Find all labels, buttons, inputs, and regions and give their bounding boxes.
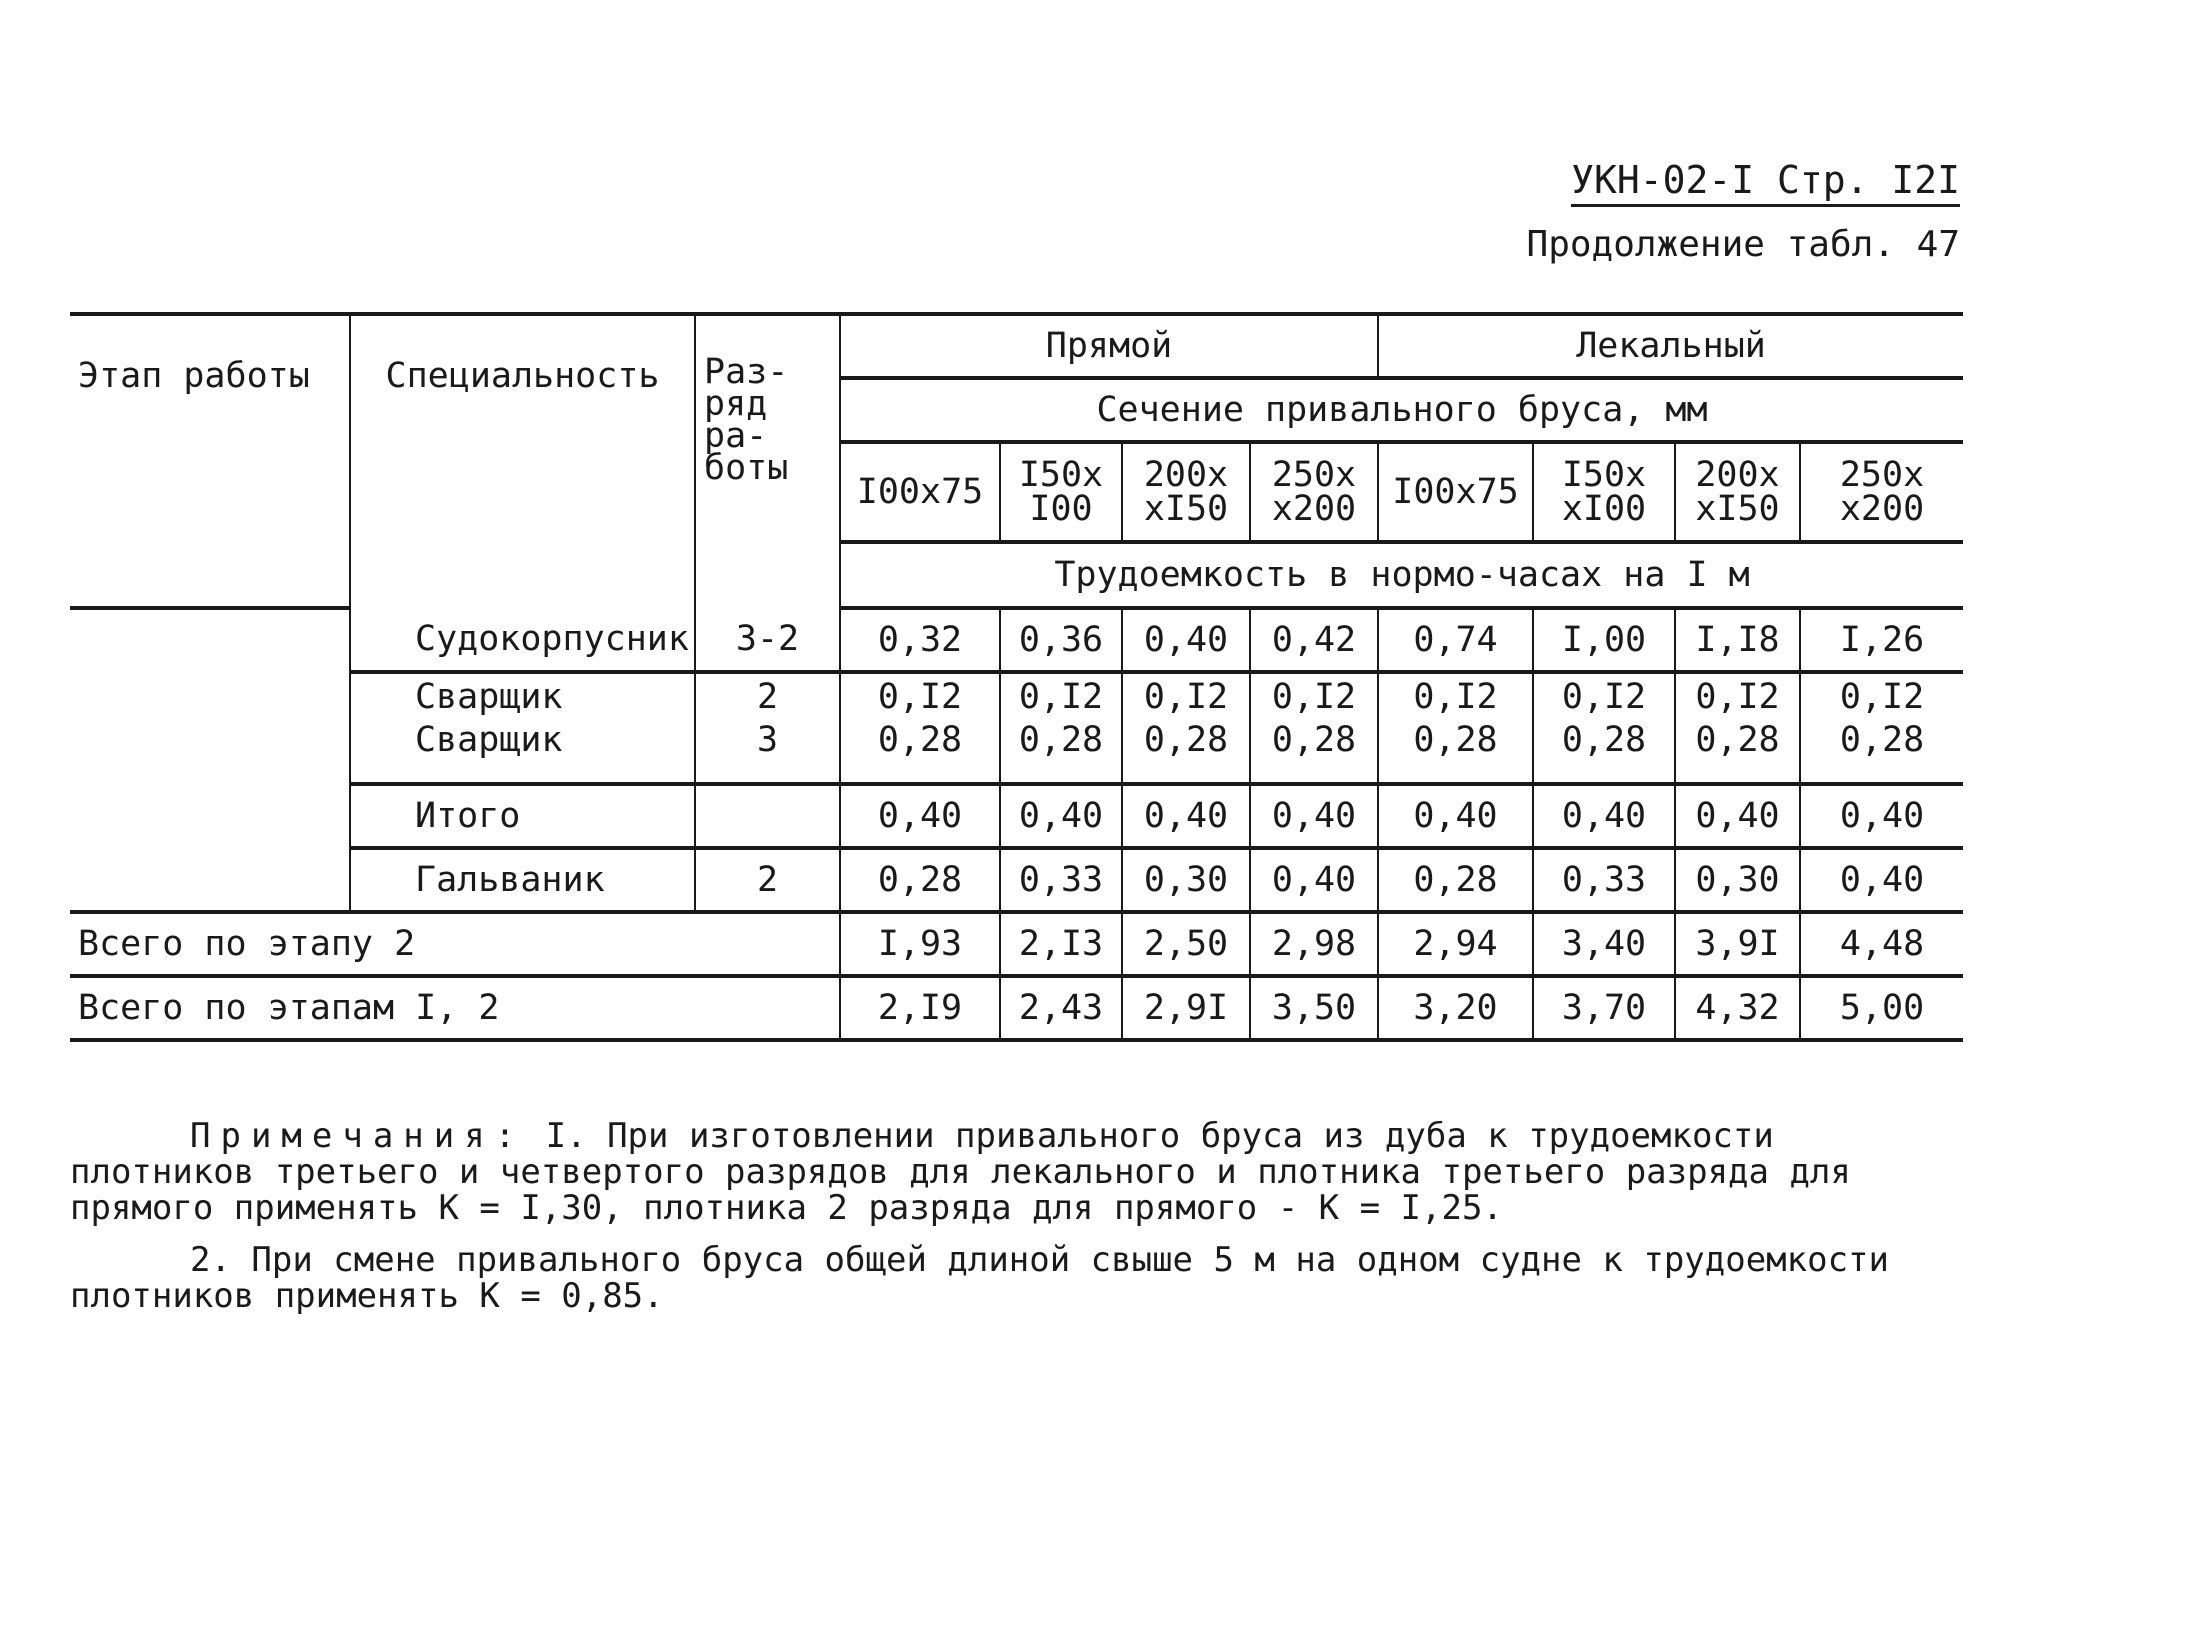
header-group-straight: Прямой <box>840 314 1378 378</box>
value-cell: 0,40 <box>1122 784 1250 848</box>
size-line: I50x <box>1561 455 1647 495</box>
total-value: 4,48 <box>1800 912 1963 976</box>
header-section: Сечение привального бруса, мм <box>840 378 1963 442</box>
header-rank-line: ряд <box>704 384 768 424</box>
value-cell: 0,40 <box>1800 784 1963 848</box>
notes-block <box>70 1118 1950 1330</box>
total-row <box>70 912 1963 976</box>
header-size <box>1378 442 1533 542</box>
header-rank-line: ра- <box>704 416 768 456</box>
rank-cell: 2 <box>695 848 840 912</box>
total-row <box>70 976 1963 1040</box>
total-value: 3,50 <box>1250 976 1378 1040</box>
document-code: УКН-02-I Стр. I2I <box>1571 158 1960 207</box>
value-cell: 0,28 <box>840 848 1000 912</box>
size-line: xI50 <box>1695 489 1780 529</box>
value-cell: 0,40 <box>1122 608 1250 672</box>
size-line: x200 <box>1839 489 1925 529</box>
specialty-cell: Гальваник <box>350 848 695 912</box>
header-rank <box>695 314 840 608</box>
value-cell: 0,28 <box>1000 720 1122 784</box>
header-specialty: Специальность <box>350 314 695 608</box>
header-stage: Этап работы <box>70 314 350 608</box>
table-row <box>70 608 1963 672</box>
value-cell: 0,40 <box>1675 784 1800 848</box>
total-value: 2,9I <box>1122 976 1250 1040</box>
value-cell: 0,40 <box>1000 784 1122 848</box>
value-cell: 0,33 <box>1533 848 1675 912</box>
size-line: x200 <box>1271 489 1357 529</box>
value-cell: 0,40 <box>840 784 1000 848</box>
total-value: 4,32 <box>1675 976 1800 1040</box>
stage-cell <box>70 608 350 912</box>
header-size <box>1250 442 1378 542</box>
value-cell: I,26 <box>1800 608 1963 672</box>
total-value: 5,00 <box>1800 976 1963 1040</box>
value-cell: 0,28 <box>1378 848 1533 912</box>
value-cell: 0,I2 <box>1533 672 1675 720</box>
rank-cell: 3 <box>695 720 840 784</box>
total-value: 3,9I <box>1675 912 1800 976</box>
value-cell: 0,30 <box>1122 848 1250 912</box>
table-row <box>70 672 1963 720</box>
size-line: I00x75 <box>1392 472 1519 512</box>
value-cell: 0,30 <box>1675 848 1800 912</box>
value-cell: 0,I2 <box>1000 672 1122 720</box>
value-cell: I,00 <box>1533 608 1675 672</box>
value-cell: 0,33 <box>1000 848 1122 912</box>
header-size <box>1122 442 1250 542</box>
rank-cell: 2 <box>695 672 840 720</box>
value-cell: 0,I2 <box>1250 672 1378 720</box>
value-cell: 0,40 <box>1250 848 1378 912</box>
table-row <box>70 720 1963 784</box>
size-line: I50x <box>1018 455 1104 495</box>
value-cell: 0,28 <box>1675 720 1800 784</box>
total-value: 3,20 <box>1378 976 1533 1040</box>
header-rank-line: Раз- <box>704 352 789 392</box>
total-value: I,93 <box>840 912 1000 976</box>
total-label: Всего по этапу 2 <box>70 912 840 976</box>
specialty-cell: Сварщик <box>350 672 695 720</box>
total-value: 2,I9 <box>840 976 1000 1040</box>
table-continuation-label: Продолжение табл. 47 <box>1526 224 1960 265</box>
total-value: 2,43 <box>1000 976 1122 1040</box>
rank-cell <box>695 784 840 848</box>
table-row <box>70 784 1963 848</box>
value-cell: 0,I2 <box>1675 672 1800 720</box>
specialty-cell: Итого <box>350 784 695 848</box>
header-rank-line: боты <box>704 448 789 488</box>
value-cell: 0,40 <box>1250 784 1378 848</box>
header-size <box>840 442 1000 542</box>
header-size <box>1533 442 1675 542</box>
value-cell: 0,28 <box>1250 720 1378 784</box>
size-line: 250x <box>1271 455 1357 495</box>
value-cell: 0,I2 <box>1800 672 1963 720</box>
value-cell: 0,36 <box>1000 608 1122 672</box>
value-cell: I,I8 <box>1675 608 1800 672</box>
size-line: 200x <box>1695 455 1780 495</box>
note-2-text: 2. При смене привального бруса общей длиной свыше 5 м на одном судне к трудоемкости плотников применять К = 0,85. <box>70 1240 1889 1316</box>
value-cell: 0,28 <box>1122 720 1250 784</box>
total-value: 2,50 <box>1122 912 1250 976</box>
value-cell: 0,28 <box>1800 720 1963 784</box>
value-cell: 0,28 <box>1378 720 1533 784</box>
size-line: 200x <box>1143 455 1229 495</box>
labor-table <box>70 312 1963 1042</box>
notes-label: Примечания: <box>190 1116 526 1156</box>
table-row <box>70 848 1963 912</box>
header-size <box>1000 442 1122 542</box>
rank-cell: 3-2 <box>695 608 840 672</box>
value-cell: 0,74 <box>1378 608 1533 672</box>
value-cell: 0,I2 <box>1122 672 1250 720</box>
specialty-cell: Сварщик <box>350 720 695 784</box>
value-cell: 0,28 <box>840 720 1000 784</box>
header-unit: Трудоемкость в нормо-часах на I м <box>840 542 1963 608</box>
total-value: 3,70 <box>1533 976 1675 1040</box>
size-line: I00 <box>1029 489 1093 529</box>
value-cell: 0,I2 <box>1378 672 1533 720</box>
value-cell: 0,28 <box>1533 720 1675 784</box>
note-1 <box>70 1118 1950 1226</box>
value-cell: 0,40 <box>1533 784 1675 848</box>
size-line: xI00 <box>1561 489 1647 529</box>
value-cell: 0,40 <box>1378 784 1533 848</box>
size-line: xI50 <box>1143 489 1229 529</box>
note-2 <box>70 1242 1950 1314</box>
total-value: 3,40 <box>1533 912 1675 976</box>
total-label: Всего по этапам I, 2 <box>70 976 840 1040</box>
value-cell: 0,40 <box>1800 848 1963 912</box>
header-size <box>1675 442 1800 542</box>
note-1-text: I. При изготовлении привального бруса из дуба к трудоемкости плотников третьего и четвертого разрядов для лекального и плотника третьего разряда для прямого применять К = I,30, плотника 2 разряда для прямого - К = I,25. <box>70 1116 1851 1228</box>
total-value: 2,98 <box>1250 912 1378 976</box>
value-cell: 0,I2 <box>840 672 1000 720</box>
size-line: I00x75 <box>856 472 984 512</box>
specialty-cell: Судокорпусник <box>350 608 695 672</box>
value-cell: 0,32 <box>840 608 1000 672</box>
header-group-curved: Лекальный <box>1378 314 1963 378</box>
header-size <box>1800 442 1963 542</box>
size-line: 250x <box>1839 455 1925 495</box>
total-value: 2,94 <box>1378 912 1533 976</box>
total-value: 2,I3 <box>1000 912 1122 976</box>
value-cell: 0,42 <box>1250 608 1378 672</box>
